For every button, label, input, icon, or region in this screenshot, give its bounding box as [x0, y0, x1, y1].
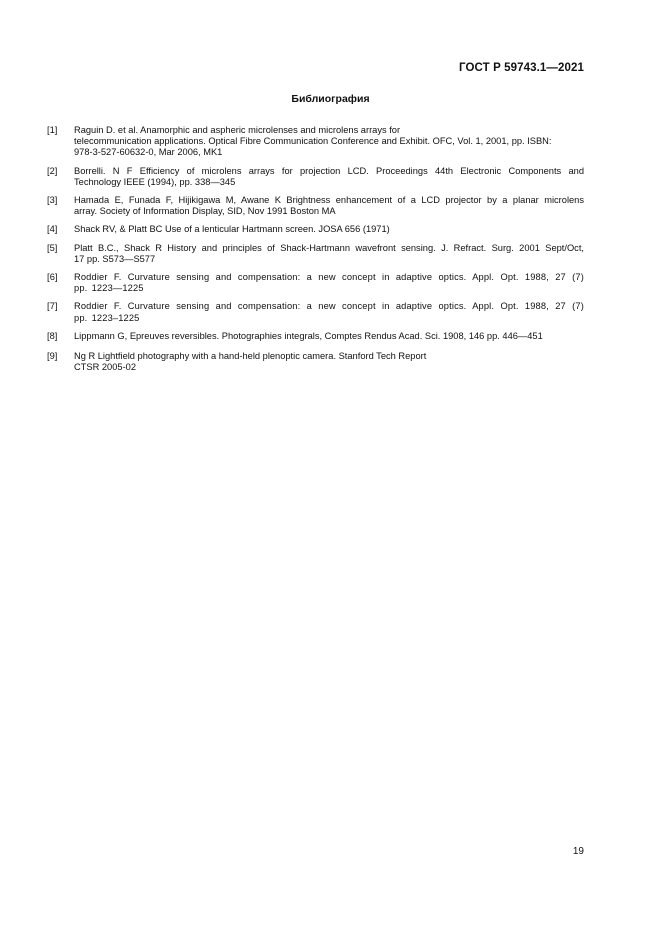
reference-item-6 [47, 272, 584, 294]
reference-text [74, 195, 584, 217]
reference-line: 17 pp. S573—S577 [74, 253, 156, 264]
reference-line: Roddier F. Curvature sensing and compensation: a new concept in adaptive optics. Appl. Opt. 1988, 27 (7) [74, 301, 584, 312]
bibliography-title: Библиография [291, 93, 370, 105]
reference-line: 978-3-527-60632-0, Mar 2006, MK1 [74, 147, 223, 158]
reference-text [74, 331, 584, 342]
reference-line: Platt B.C., Shack R History and principles of Shack-Hartmann wavefront sensing. J. Refract. Surg. 2001 Sept/Oct, [74, 242, 584, 253]
reference-line: pp. 1223–1225 [74, 312, 140, 323]
reference-item-4 [47, 224, 584, 235]
reference-number: [2] [47, 165, 58, 176]
reference-item-1 [47, 125, 584, 159]
reference-list [47, 125, 584, 380]
reference-line: array. Society of Information Display, SID, Nov 1991 Boston MA [74, 206, 336, 217]
reference-text [74, 166, 584, 188]
reference-line: Roddier F. Curvature sensing and compensation: a new concept in adaptive optics. Appl. Opt. 1988, 27 (7) [74, 272, 584, 283]
reference-line: pp. 1223—1225 [74, 283, 144, 294]
reference-item-9 [47, 351, 584, 373]
reference-line: Technology IEEE (1994), pp. 338—345 [74, 176, 236, 187]
reference-text [74, 301, 584, 323]
reference-item-7 [47, 301, 584, 323]
reference-text [74, 243, 584, 265]
reference-number: [9] [47, 351, 58, 362]
reference-line: Borrelli. N F Efficiency of microlens arrays for projection LCD. Proceedings 44th Electronic Components and [74, 165, 584, 176]
reference-number: [1] [47, 125, 58, 135]
reference-line: Ng R Lightfield photography with a hand-held plenoptic camera. Stanford Tech Report [74, 351, 427, 362]
reference-number: [8] [47, 330, 58, 341]
reference-line: Raguin D. et al. Anamorphic and aspheric microlenses and microlens arrays for [74, 125, 401, 135]
reference-text [74, 351, 584, 373]
reference-item-3 [47, 195, 584, 217]
reference-text [74, 224, 584, 235]
reference-number: [6] [47, 272, 58, 283]
reference-text [74, 272, 584, 294]
reference-item-2 [47, 166, 584, 188]
standard-code: ГОСТ Р 59743.1—2021 [459, 62, 584, 74]
reference-line: telecommunication applications. Optical Fibre Communication Conference and Exhibit. OFC, Vol. 1, 2001, pp. ISBN: [74, 136, 552, 147]
reference-number: [4] [47, 224, 58, 235]
reference-item-5 [47, 243, 584, 265]
reference-line: CTSR 2005-02 [74, 362, 137, 373]
reference-line: Lippmann G, Epreuves reversibles. Photographies integrals, Comptes Rendus Acad. Sci. 1908, 146 pp. 446—451 [74, 330, 543, 341]
reference-line: Hamada E, Funada F, Hijikigawa M, Awane K Brightness enhancement of a LCD projector by a planar microlens [74, 195, 584, 206]
reference-number: [7] [47, 301, 58, 312]
reference-number: [3] [47, 195, 58, 206]
page-number: 19 [572, 846, 584, 857]
reference-text [74, 125, 584, 159]
reference-line: Shack RV, & Platt BC Use of a lenticular Hartmann screen. JOSA 656 (1971) [74, 224, 390, 235]
reference-item-8 [47, 331, 584, 342]
reference-number: [5] [47, 242, 58, 253]
